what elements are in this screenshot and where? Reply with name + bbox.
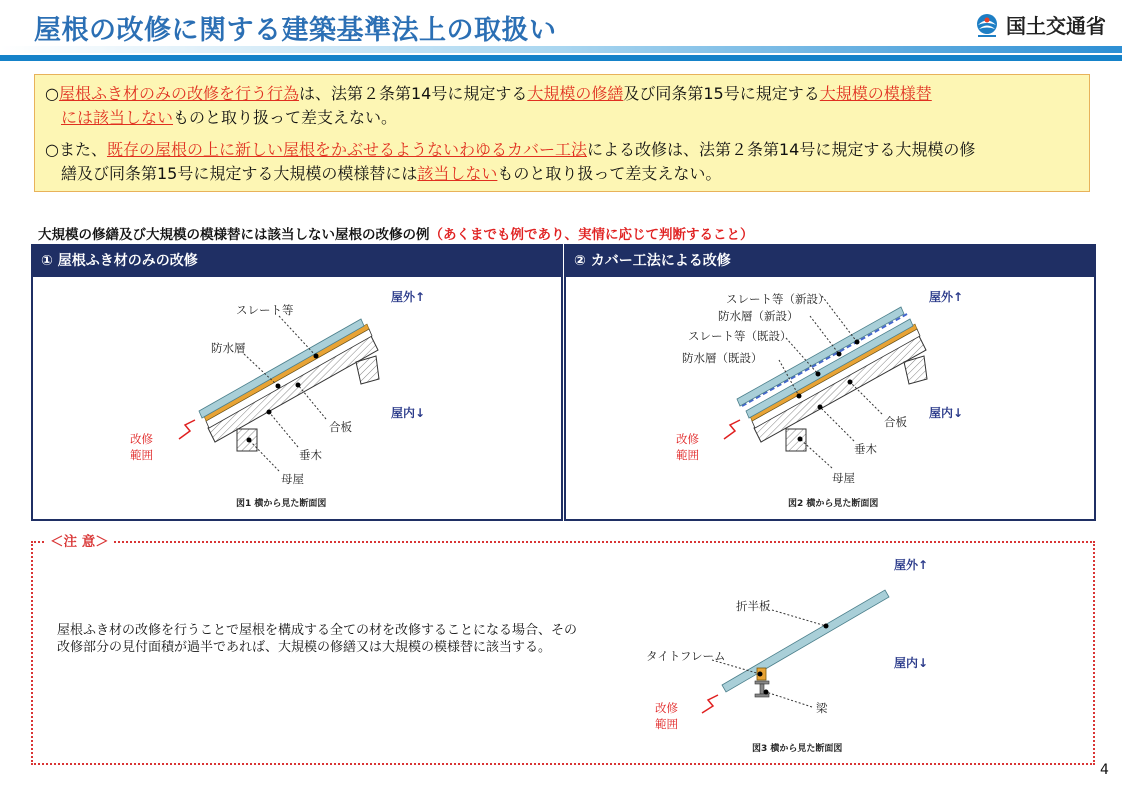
note-text: 繕及び同条第15号に規定する大規模の模様替には	[61, 164, 418, 183]
label-waterproof-old: 防水層（既設）	[682, 351, 763, 365]
label-scope-line1: 改修	[655, 701, 678, 715]
note-text: ○	[45, 84, 59, 103]
note-text: ものと取り扱って差支えない。	[497, 164, 722, 183]
caution-text: 屋根ふき材の改修を行うことで屋根を構成する全ての材を改修することになる場合、その改修部分の見付面積が過半であれば、大規模の修繕又は大規模の模様替に該当する。	[57, 623, 578, 655]
label-outside: 屋外↑	[391, 290, 426, 304]
figure-caption: 図1 横から見た断面図	[236, 499, 327, 509]
note-text: 及び同条第15号に規定する	[623, 84, 820, 103]
note-text: ものと取り扱って差支えない。	[173, 108, 398, 127]
label-outside: 屋外↑	[894, 558, 929, 572]
label-beam: 梁	[816, 701, 828, 715]
label-inside: 屋内↓	[929, 406, 964, 420]
examples-heading-note: （あくまでも例であり、実情に応じて判断すること）	[429, 227, 754, 243]
note-highlight: 既存の屋根の上に新しい屋根をかぶせるようないわゆるカバー工法	[106, 140, 587, 159]
label-tight-frame: タイトフレーム	[646, 649, 726, 663]
label-slate: スレート等	[236, 303, 294, 317]
label-folded-plate: 折半板	[736, 599, 771, 613]
ministry-name: 国土交通省	[1006, 14, 1106, 38]
label-rafter: 垂木	[299, 448, 322, 462]
label-plywood: 合板	[329, 420, 352, 434]
label-purlin: 母屋	[281, 472, 304, 486]
label-slate-new: スレート等（新設）	[726, 292, 830, 306]
examples-heading-text: 大規模の修繕及び大規模の模様替には該当しない屋根の改修の例	[38, 227, 430, 243]
note-text: による改修は、法第２条第14号に規定する大規模の修	[586, 140, 976, 159]
note-highlight: 屋根ふき材のみの改修を行う行為	[58, 84, 299, 103]
figure-caption: 図3 横から見た断面図	[752, 744, 843, 754]
label-inside: 屋内↓	[894, 656, 929, 670]
page-number: 4	[1100, 762, 1109, 778]
label-waterproof-new: 防水層（新設）	[718, 309, 799, 323]
page-title: 屋根の改修に関する建築基準法上の取扱い	[34, 15, 557, 46]
label-scope-line1: 改修	[130, 432, 153, 446]
figure-caption: 図2 横から見た断面図	[788, 499, 879, 509]
note-highlight: 大規模の模様替	[819, 84, 932, 103]
note-highlight: 大規模の修繕	[527, 84, 624, 103]
label-outside: 屋外↑	[929, 290, 964, 304]
label-scope-line2: 範囲	[655, 717, 678, 731]
note-highlight: 該当しない	[417, 164, 498, 183]
label-scope-line2: 範囲	[130, 448, 153, 462]
label-slate-old: スレート等（既設）	[688, 329, 792, 343]
label-rafter: 垂木	[854, 442, 877, 456]
label-waterproof: 防水層	[211, 341, 246, 355]
label-scope-line2: 範囲	[676, 448, 699, 462]
caution-title: ＜注 意＞	[46, 530, 113, 550]
label-inside: 屋内↓	[391, 406, 426, 420]
panel-title: ② カバー工法による改修	[566, 246, 1094, 277]
note-text: は、法第２条第14号に規定する	[298, 84, 528, 103]
label-purlin: 母屋	[832, 471, 855, 485]
note-highlight: には該当しない	[61, 108, 174, 127]
label-scope	[655, 700, 678, 732]
panel-title: ① 屋根ふき材のみの改修	[33, 246, 561, 277]
label-scope-line1: 改修	[676, 432, 699, 446]
label-plywood: 合板	[884, 415, 907, 429]
note-text: ○また、	[45, 140, 107, 159]
